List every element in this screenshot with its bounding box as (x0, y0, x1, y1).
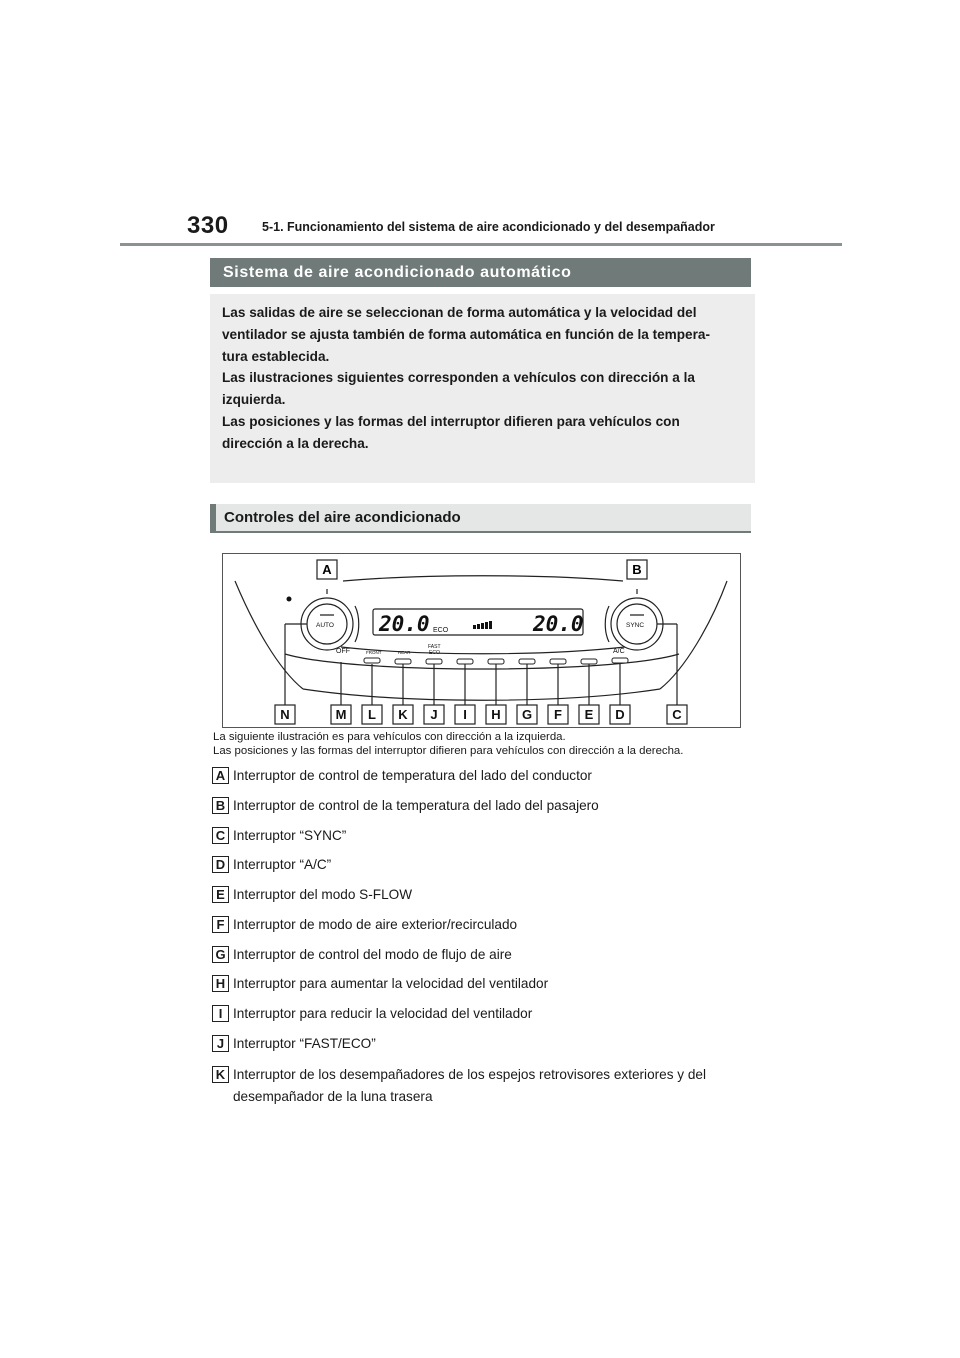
legend-text: Interruptor del modo S-FLOW (233, 887, 413, 902)
callout-g: G (521, 707, 533, 722)
legend-badge: J (212, 1035, 229, 1052)
display-eco: ECO (433, 627, 449, 634)
legend-badge: E (212, 886, 229, 903)
intro-line: Las salidas de aire se seleccionan de forma automática y la velocidad del (222, 305, 697, 320)
callout-d: D (615, 707, 625, 722)
legend-item-c (212, 825, 772, 847)
legend-text: Interruptor de los desempañadores de los espejos retrovisores exteriores y del desempañador de la luna trasera (233, 1067, 707, 1104)
figure-caption: Las posiciones y las formas del interruptor difieren para vehículos con dirección a la derecha. (213, 745, 684, 757)
subsection-title: Controles del aire acondicionado (210, 504, 751, 533)
display-right-temp: 20.0 (533, 612, 584, 636)
legend-item-a (212, 765, 772, 787)
section-title: Sistema de aire acondicionado automático (210, 258, 751, 287)
knob-right-label: SYNC (626, 622, 645, 629)
legend-item-g (212, 944, 772, 966)
intro-line: Las ilustraciones siguientes corresponden a vehículos con dirección a la (222, 370, 695, 386)
knob-bracket-right (605, 606, 609, 642)
legend-text: Interruptor de control de la temperatura del lado del pasajero (233, 798, 599, 813)
legend-text: Interruptor para aumentar la velocidad del ventilador (233, 976, 549, 991)
knob-bracket-left (355, 606, 359, 642)
intro-box (210, 294, 755, 483)
callout-f: F (554, 707, 562, 722)
legend-badge: A (212, 767, 229, 784)
legend-item-j (212, 1033, 772, 1055)
callout-l: L (368, 707, 376, 722)
legend-text: Interruptor “A/C” (233, 857, 332, 872)
legend-badge: F (212, 916, 229, 933)
callout-m: M (335, 707, 347, 722)
display-left-temp: 20.0 (379, 612, 430, 636)
callout-a: A (322, 562, 332, 577)
panel-bottom-arc (303, 689, 660, 700)
panel-outline-right (660, 581, 727, 689)
legend-badge: G (212, 946, 229, 963)
intro-line: tura establecida. (222, 348, 330, 364)
legend-badge: C (212, 827, 229, 844)
legend-item-f (212, 914, 772, 936)
button-eco-label: ECO (429, 650, 440, 656)
intro-line: dirección a la derecha. (222, 435, 369, 451)
legend-item-h (212, 973, 772, 995)
button-off-label: OFF (336, 648, 350, 655)
panel-top-arc (343, 576, 623, 581)
button-rear-label: REAR (398, 650, 411, 655)
button-ac-label: A/C (613, 648, 625, 655)
legend-item-b (212, 795, 772, 817)
header-rule (120, 243, 842, 246)
knob-left-label: AUTO (316, 622, 334, 629)
legend-text: Interruptor para reducir la velocidad del ventilador (233, 1006, 533, 1021)
callout-n: N (280, 707, 290, 722)
ac-control-panel-diagram (222, 553, 741, 728)
intro-line: Las posiciones y las formas del interruptor difieren para vehículos con (222, 413, 680, 429)
callout-i: I (463, 707, 467, 722)
legend-badge: H (212, 975, 229, 992)
page-number: 330 (187, 212, 229, 239)
callout-e: E (584, 707, 594, 722)
legend-badge: K (212, 1066, 229, 1083)
legend-badge: I (212, 1005, 229, 1022)
legend-item-k (212, 1064, 772, 1104)
legend-text: Interruptor de modo de aire exterior/recirculado (233, 917, 518, 932)
callout-j: J (430, 707, 438, 722)
legend-item-i (212, 1003, 772, 1025)
legend-item-d (212, 854, 772, 876)
ac-panel-illustration (223, 554, 740, 727)
legend-text: Interruptor “FAST/ECO” (233, 1036, 376, 1051)
intro-line: izquierda. (222, 392, 286, 408)
figure-caption: La siguiente ilustración es para vehículos con dirección a la izquierda. (213, 731, 566, 743)
legend-text: Interruptor “SYNC” (233, 828, 347, 843)
legend-badge: D (212, 856, 229, 873)
callout-b: B (632, 562, 642, 577)
button-fast-label: FAST (428, 644, 441, 650)
legend-item-e (212, 884, 772, 906)
callout-c: C (672, 707, 682, 722)
intro-line: ventilador se ajusta también de forma automática en función de la tempera- (222, 326, 710, 342)
button-strip (341, 647, 625, 654)
panel-outline-left (235, 581, 303, 689)
legend-badge: B (212, 797, 229, 814)
lock-icon (287, 597, 292, 602)
callout-k: K (398, 707, 408, 722)
running-header: 5-1. Funcionamiento del sistema de aire acondicionado y del desempañador (262, 220, 715, 234)
legend-text: Interruptor de control de temperatura del lado del conductor (233, 768, 592, 783)
button-front-label: FRONT (366, 650, 382, 655)
legend-text: Interruptor de control del modo de flujo de aire (233, 947, 512, 962)
callout-h: H (491, 707, 501, 722)
